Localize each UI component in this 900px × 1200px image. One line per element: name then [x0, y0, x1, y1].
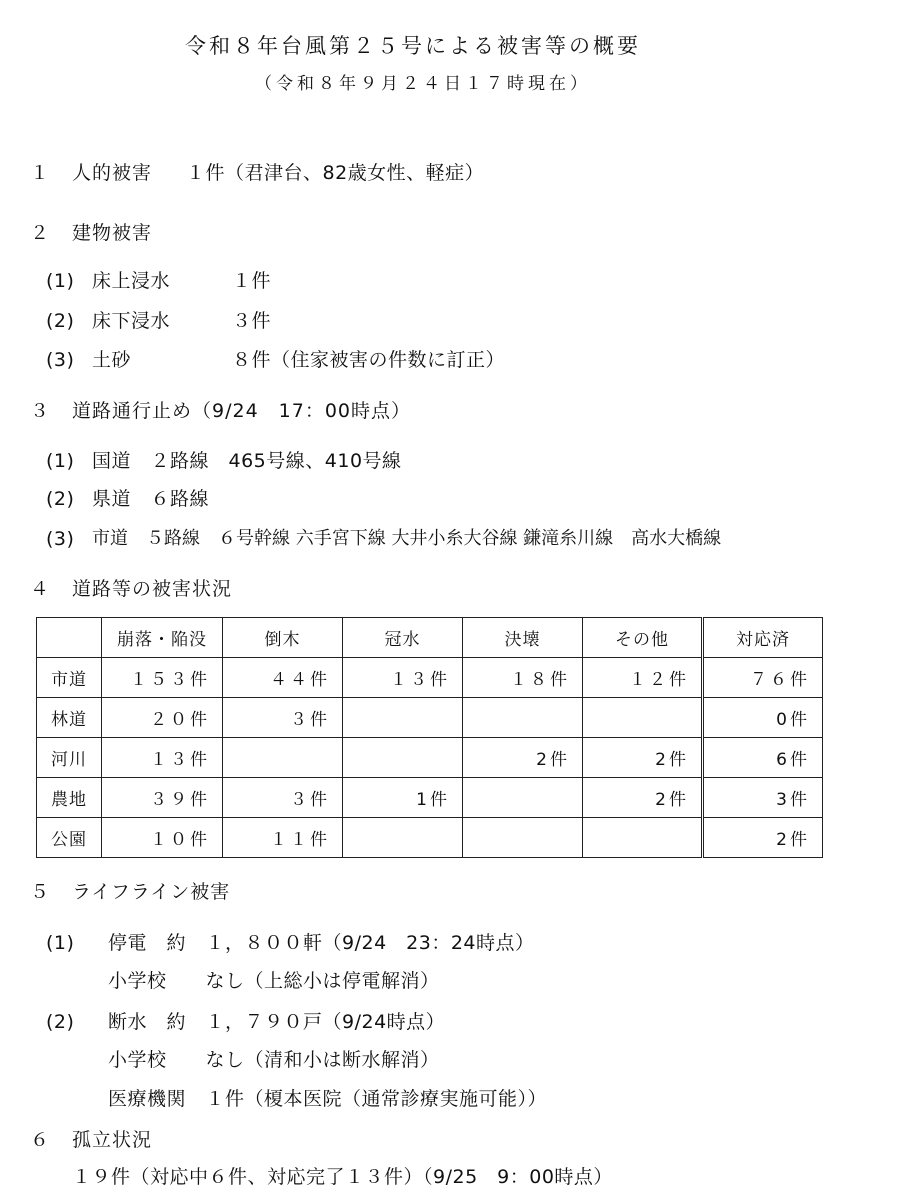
section-2-item-2-label: 床下浸水	[92, 310, 171, 332]
section-5-line-2-text: 小学校 なし（上総小は停電解消）	[108, 970, 440, 992]
table-cell: ４４件	[223, 658, 343, 698]
table-cell: 2件	[583, 738, 703, 778]
section-3-item-1-text: 国道 ２路線 465号線、410号線	[92, 450, 402, 472]
table-cell: １１件	[223, 818, 343, 858]
table-cell	[343, 738, 463, 778]
section-2-heading: 建物被害	[72, 222, 153, 244]
section-4-number: ４	[30, 578, 51, 600]
section-2-item-3-number: (3)	[46, 349, 75, 371]
table-cell: １２件	[583, 658, 703, 698]
table-row	[37, 658, 823, 698]
column-header-collapse: 崩落・陥没	[102, 618, 223, 658]
table-cell	[343, 818, 463, 858]
document-title: 令和８年台風第２５号による被害等の概要	[185, 34, 641, 58]
section-3-item-2-number: (2)	[46, 488, 75, 510]
table-cell: ３件	[223, 778, 343, 818]
section-3-item-3-text: 市道 ５路線 ６号幹線 六手宮下線 大井小糸大谷線 鎌滝糸川線 高水大橋線	[92, 528, 722, 549]
table-cell: １３件	[102, 738, 223, 778]
section-5-line-4-text: 小学校 なし（清和小は断水解消）	[108, 1049, 440, 1071]
column-header-flooding: 冠水	[343, 618, 463, 658]
table-header-row	[37, 618, 823, 658]
section-3-item-1-number: (1)	[46, 450, 75, 472]
section-2-item-1-value: １件	[232, 270, 272, 292]
column-header-resolved: 対応済	[703, 618, 823, 658]
section-6-number: ６	[30, 1129, 51, 1151]
table-cell: 2件	[583, 778, 703, 818]
section-1-text: １件（君津台、82歳女性、軽症）	[186, 162, 485, 184]
table-cell	[583, 818, 703, 858]
document-subtitle: （令和８年９月２４日１７時現在）	[255, 74, 591, 94]
table-cell: 6件	[703, 738, 823, 778]
section-2-item-3-label: 土砂	[92, 349, 132, 371]
table-cell	[463, 818, 583, 858]
table-cell: 1件	[343, 778, 463, 818]
section-2-item-1-label: 床上浸水	[92, 270, 171, 292]
section-2-item-3-value: ８件（住家被害の件数に訂正）	[232, 349, 506, 371]
row-label: 農地	[37, 778, 102, 818]
table-cell: 0件	[703, 698, 823, 738]
table-cell: 3件	[703, 778, 823, 818]
row-label: 市道	[37, 658, 102, 698]
table-corner-cell	[37, 618, 102, 658]
table-cell: 2件	[703, 818, 823, 858]
table-row	[37, 698, 823, 738]
section-5-line-5-text: 医療機関 １件（榎本医院（通常診療実施可能））	[108, 1088, 548, 1110]
section-4-heading: 道路等の被害状況	[72, 578, 233, 600]
section-2-item-1-number: (1)	[46, 270, 75, 292]
section-2-number: ２	[30, 222, 51, 244]
table-cell	[583, 698, 703, 738]
section-5-line-1-number: (1)	[46, 932, 75, 954]
section-1-heading: 人的被害	[72, 162, 153, 184]
table-cell	[463, 778, 583, 818]
table-cell: ７６件	[703, 658, 823, 698]
section-1-number: １	[30, 162, 51, 184]
table-row	[37, 778, 823, 818]
column-header-breach: 決壊	[463, 618, 583, 658]
section-5-line-1-text: 停電 約 １，８００軒（9/24 23：24時点）	[108, 932, 535, 954]
section-5-line-3-text: 断水 約 １，７９０戸（9/24時点）	[108, 1011, 446, 1033]
section-5-heading: ライフライン被害	[72, 881, 231, 903]
section-5-line-3-number: (2)	[46, 1011, 75, 1033]
section-6-text: １９件（対応中６件、対応完了１３件）（9/25 9：00時点）	[72, 1166, 613, 1188]
section-3-number: ３	[30, 400, 51, 422]
table-cell: 2件	[463, 738, 583, 778]
section-2-item-2-value: ３件	[232, 310, 272, 332]
row-label: 林道	[37, 698, 102, 738]
section-3-heading: 道路通行止め（9/24 17：00時点）	[72, 400, 412, 422]
column-header-fallen-trees: 倒木	[223, 618, 343, 658]
column-header-other: その他	[583, 618, 703, 658]
table-cell: １０件	[102, 818, 223, 858]
table-cell: １８件	[463, 658, 583, 698]
table-row	[37, 738, 823, 778]
section-3-item-3-number: (3)	[46, 528, 75, 550]
table-cell: ３９件	[102, 778, 223, 818]
table-cell: ３件	[223, 698, 343, 738]
section-6-heading: 孤立状況	[72, 1129, 153, 1151]
table-row	[37, 818, 823, 858]
section-5-number: ５	[30, 881, 51, 903]
table-cell	[463, 698, 583, 738]
table-cell	[343, 698, 463, 738]
section-2-item-2-number: (2)	[46, 310, 75, 332]
table-cell: ２０件	[102, 698, 223, 738]
table-cell	[223, 738, 343, 778]
row-label: 河川	[37, 738, 102, 778]
damage-table	[36, 617, 823, 858]
section-3-item-2-text: 県道 ６路線	[92, 488, 210, 510]
table-cell: １５３件	[102, 658, 223, 698]
table-cell: １３件	[343, 658, 463, 698]
row-label: 公園	[37, 818, 102, 858]
